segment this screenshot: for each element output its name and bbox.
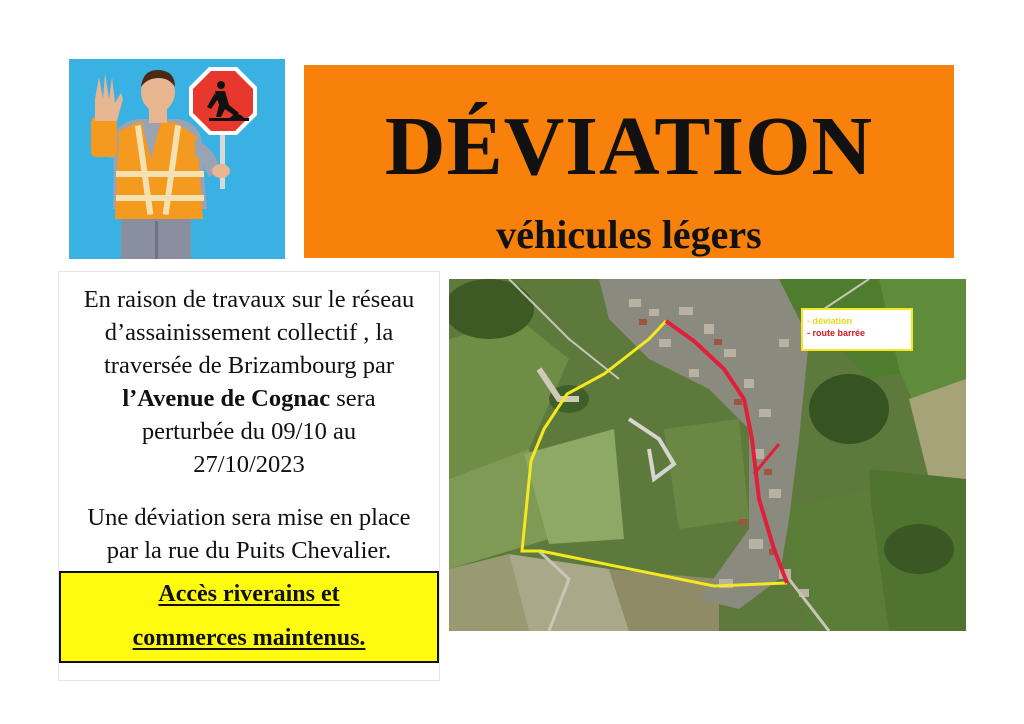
notice-line: En raison de travaux sur le réseau [83,286,415,313]
page-subtitle: véhicules légers [496,212,762,257]
street-name: l’Avenue de Cognac [122,385,331,412]
deviation-banner [304,65,954,258]
roadworks-sign-icon [189,67,257,135]
notice-line: d’assainissement collectif , la [104,319,394,346]
access-line-2: commerces maintenus. [132,625,366,651]
notice-line: Une déviation sera mise en place [87,504,411,531]
deviation-paragraph [59,501,439,567]
deviation-map [449,279,966,631]
map-legend [801,308,913,351]
legend-deviation: - déviation [807,316,853,326]
notice-line: traversée de Brizambourg par [103,352,395,379]
page-title: DÉVIATION [384,100,874,193]
notice-paragraph [59,283,439,481]
notice-line: par la rue du Puits Chevalier. [106,537,392,564]
notice-line: perturbée du 09/10 au [141,418,357,445]
notice-line [59,382,439,415]
notice-line-rest: sera [330,385,376,412]
access-notice-box [59,571,439,663]
legend-closed-road: - route barrée [807,328,866,338]
notice-line: 27/10/2023 [193,451,305,478]
road-worker-stop-sign-icon [69,59,285,259]
road-worker-illustration [69,59,285,259]
access-line-1: Accès riverains et [158,581,340,607]
